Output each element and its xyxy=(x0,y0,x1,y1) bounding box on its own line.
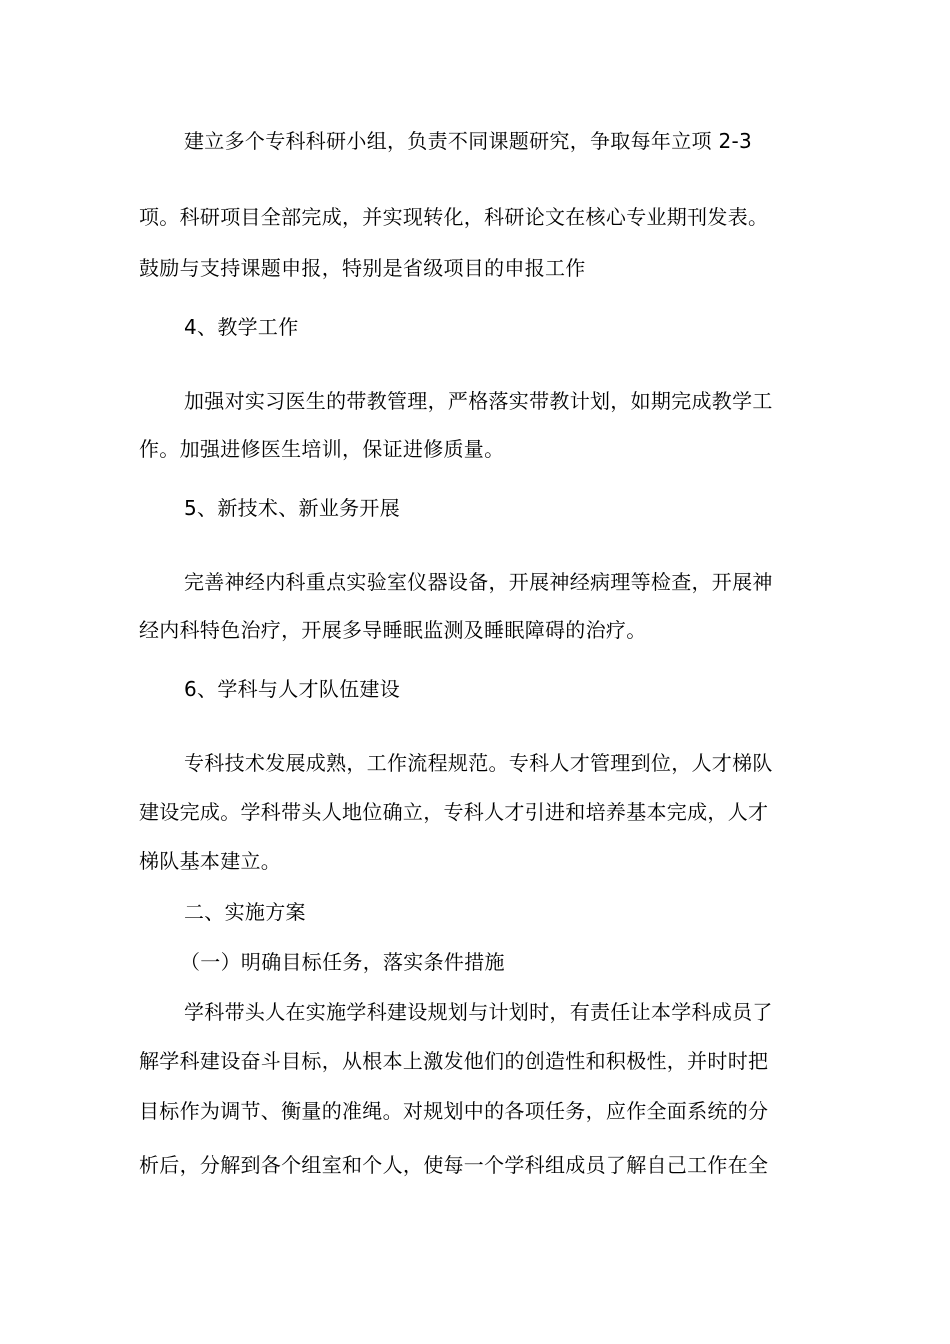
paragraph-goals-line-2: 解学科建设奋斗目标，从根本上激发他们的创造性和积极性，并时时把 xyxy=(139,1049,769,1073)
heading-new-technology: 5、新技术、新业务开展 xyxy=(184,496,401,520)
heading-talent-team: 6、学科与人才队伍建设 xyxy=(184,677,401,701)
paragraph-goals-line-3: 目标作为调节、衡量的准绳。对规划中的各项任务，应作全面系统的分 xyxy=(139,1099,769,1123)
paragraph-teaching-line-2: 作。加强进修医生培训，保证进修质量。 xyxy=(139,437,505,461)
paragraph-talent-line-2: 建设完成。学科带头人地位确立，专科人才引进和培养基本完成，人才 xyxy=(139,800,769,824)
paragraph-talent-line-3: 梯队基本建立。 xyxy=(139,849,282,873)
paragraph-goals-line-1: 学科带头人在实施学科建设规划与计划时，有责任让本学科成员了 xyxy=(184,1000,773,1024)
paragraph-talent-line-1: 专科技术发展成熟，工作流程规范。专科人才管理到位，人才梯队 xyxy=(184,751,773,775)
paragraph-technology-line-1: 完善神经内科重点实验室仪器设备，开展神经病理等检查，开展神 xyxy=(184,570,773,594)
subheading-clear-goals: （一）明确目标任务，落实条件措施 xyxy=(180,950,505,974)
paragraph-research-line-3: 鼓励与支持课题申报，特别是省级项目的申报工作 xyxy=(139,256,586,280)
paragraph-technology-line-2: 经内科特色治疗，开展多导睡眠监测及睡眠障碍的治疗。 xyxy=(139,618,647,642)
heading-teaching: 4、教学工作 xyxy=(184,315,299,339)
paragraph-research-line-2: 项。科研项目全部完成，并实现转化，科研论文在核心专业期刊发表。 xyxy=(139,205,769,229)
paragraph-research-line-1: 建立多个专科科研小组，负责不同课题研究，争取每年立项 2-3 xyxy=(184,129,753,153)
paragraph-teaching-line-1: 加强对实习医生的带教管理，严格落实带教计划，如期完成教学工 xyxy=(184,389,773,413)
heading-implementation-plan: 二、实施方案 xyxy=(184,900,306,924)
paragraph-goals-line-4: 析后，分解到各个组室和个人，使每一个学科组成员了解自己工作在全 xyxy=(139,1153,769,1177)
